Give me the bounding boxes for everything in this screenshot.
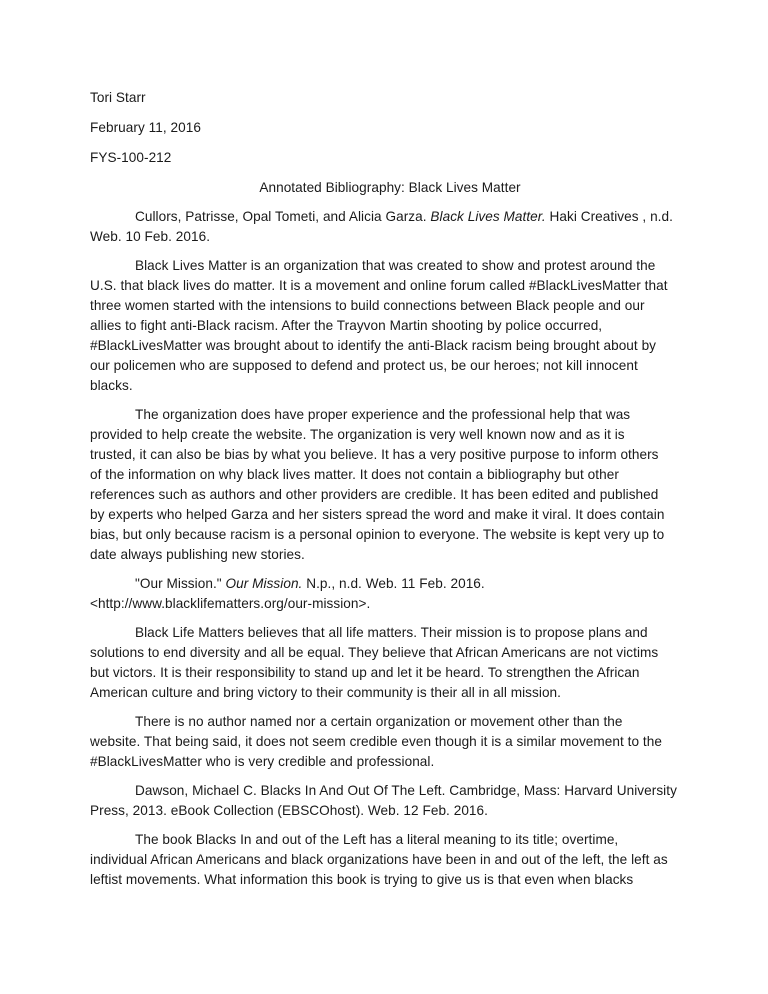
text-line: leftist movements. What information this book is trying to give us is that even when blacks <box>90 872 634 887</box>
citation-line: Press, 2013. eBook Collection (EBSCOhost). Web. 12 Feb. 2016. <box>90 803 488 818</box>
text-line: references such as authors and other providers are credible. It has been edited and published <box>90 487 659 502</box>
citation-entry <box>90 574 680 614</box>
text-line: website. That being said, it does not seem credible even though it is a similar movement to the <box>90 734 662 749</box>
text-line: Black Lives Matter is an organization that was created to show and protest around the <box>135 258 656 273</box>
text-line: our policemen who are supposed to defend and protect us, be our heroes; not kill innocent <box>90 358 638 373</box>
text-line: Black Life Matters believes that all life matters. Their mission is to propose plans and <box>135 625 648 640</box>
text-line: individual African Americans and black organizations have been in and out of the left, the left as <box>90 852 668 867</box>
text-line: solutions to end diversity and all be equal. They believe that African Americans are not victims <box>90 645 659 660</box>
text-line: by experts who helped Garza and her sisters spread the word and make it viral. It does contain <box>90 507 665 522</box>
text-line: trusted, it can also be bias by what you believe. It has a very positive purpose to inform others <box>90 447 659 462</box>
text-line: but victors. It is their responsibility to stand up and let it be heard. To strengthen the African <box>90 665 640 680</box>
text-line: American culture and bring victory to their community is their all in all mission. <box>90 685 561 700</box>
text-line: of the information on why black lives matter. It does not contain a bibliography but other <box>90 467 619 482</box>
annotation-paragraph <box>90 256 680 396</box>
text-line: bias, but only because racism is a personal opinion to everyone. The website is kept very up to <box>90 527 665 542</box>
annotation-paragraph <box>90 830 680 890</box>
author-name: Tori Starr <box>90 90 146 105</box>
text-line: #BlackLivesMatter was brought about to identify the anti-Black racism being brought about by <box>90 338 657 353</box>
citation-title: Our Mission. <box>225 576 303 591</box>
annotation-paragraph <box>90 712 680 772</box>
document-body <box>90 88 680 899</box>
document-title: Annotated Bibliography: Black Lives Matter <box>259 180 521 195</box>
citation-line: Cullors, Patrisse, Opal Tometi, and Alicia Garza. Black Lives Matter. Haki Creatives , n.d. <box>135 209 673 224</box>
citation-entry <box>90 781 680 821</box>
citation-line: Web. 10 Feb. 2016. <box>90 229 211 244</box>
course-code: FYS-100-212 <box>90 150 172 165</box>
text-line: provided to help create the website. The organization is very well known now and as it is <box>90 427 625 442</box>
annotation-paragraph <box>90 623 680 703</box>
citation-title: Black Lives Matter. <box>430 209 546 224</box>
citation-entry <box>90 207 680 247</box>
text-line: The organization does have proper experience and the professional help that was <box>135 407 631 422</box>
text-line: three women started with the intensions to build connections between Black people and our <box>90 298 645 313</box>
text-line: blacks. <box>90 378 133 393</box>
text-line: The book Blacks In and out of the Left has a literal meaning to its title; overtime, <box>135 832 619 847</box>
citation-line: "Our Mission." Our Mission. N.p., n.d. Web. 11 Feb. 2016. <box>135 576 485 591</box>
text-line: There is no author named nor a certain organization or movement other than the <box>135 714 623 729</box>
annotation-paragraph <box>90 405 680 565</box>
text-line: #BlackLivesMatter who is very credible and professional. <box>90 754 435 769</box>
text-line: date always publishing new stories. <box>90 547 305 562</box>
text-line: allies to fight anti-Black racism. After the Trayvon Martin shooting by police occurred, <box>90 318 603 333</box>
date-line: February 11, 2016 <box>90 120 201 135</box>
text-line: U.S. that black lives do matter. It is a movement and online forum called #BlackLivesMatter that <box>90 278 668 293</box>
citation-url: <http://www.blacklifematters.org/our-mission>. <box>90 596 371 611</box>
citation-line: Dawson, Michael C. Blacks In And Out Of The Left. Cambridge, Mass: Harvard University <box>135 783 677 798</box>
